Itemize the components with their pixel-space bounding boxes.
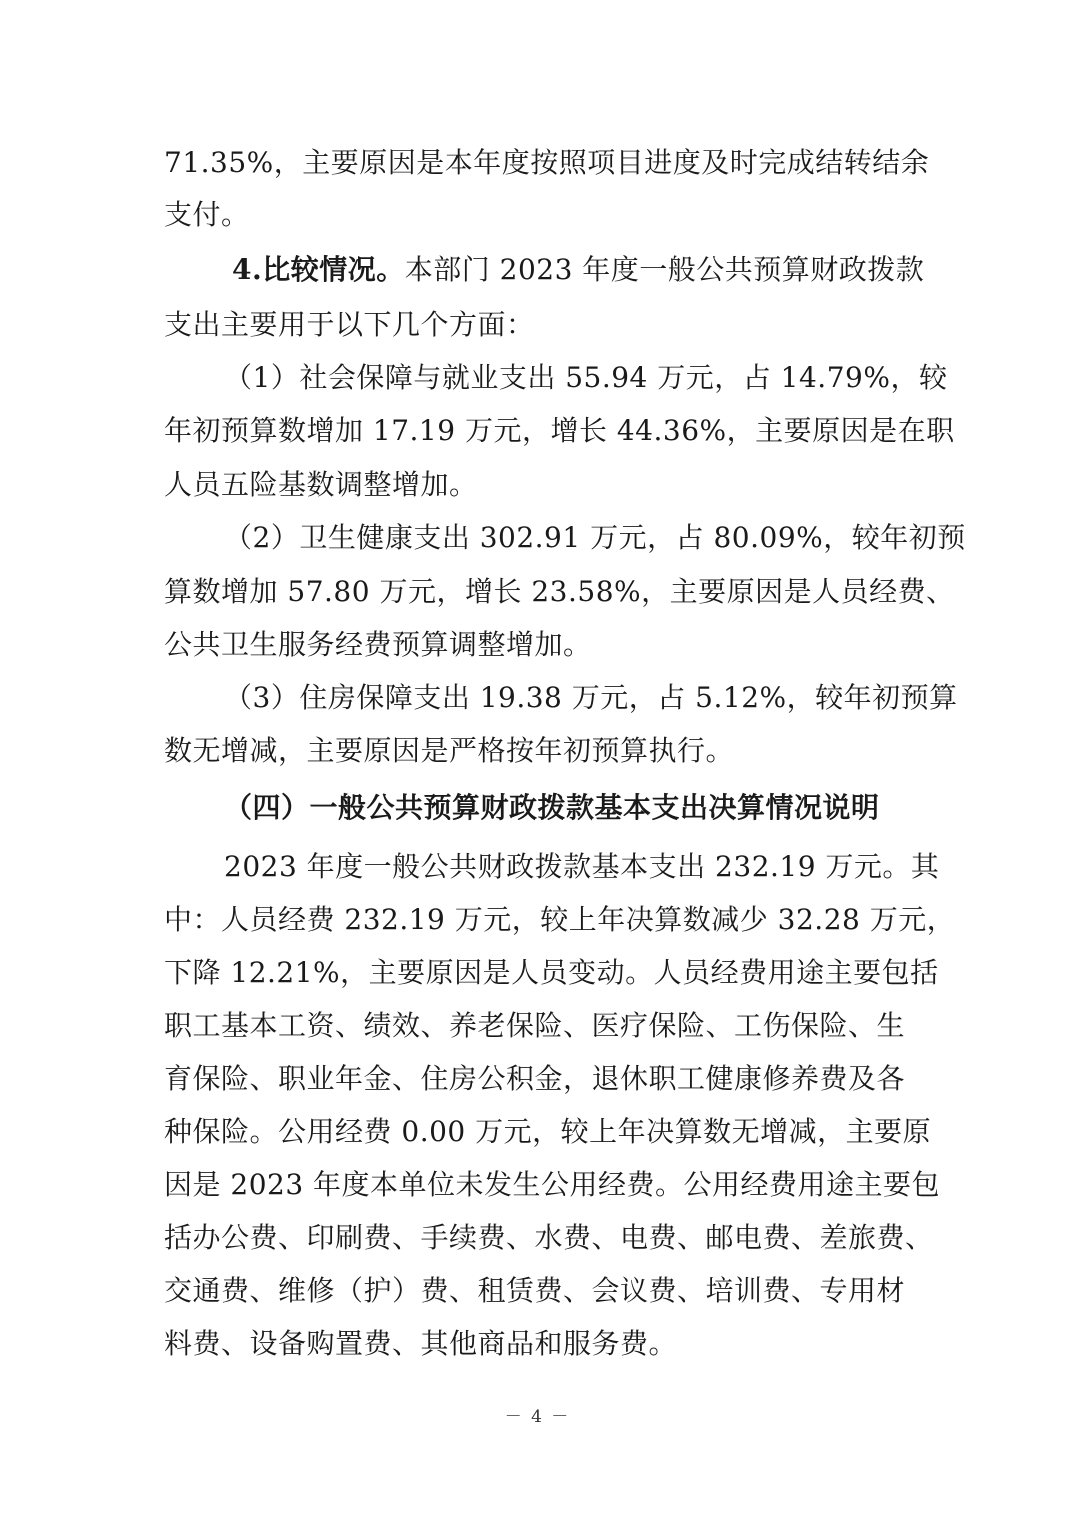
body-text-line: （1）社会保障与就业支出 55.94 万元，占 14.79%，较 <box>224 361 948 394</box>
section-heading: （四）一般公共预算财政拨款基本支出决算情况说明 <box>224 791 880 824</box>
body-text-line: （2）卫生健康支出 302.91 万元，占 80.09%，较年初预 <box>224 521 966 554</box>
body-text-line: （3）住房保障支出 19.38 万元，占 5.12%，较年初预算 <box>224 681 958 714</box>
body-text-line: 支出主要用于以下几个方面： <box>164 308 535 341</box>
body-text-line: 交通费、维修（护）费、租赁费、会议费、培训费、专用材 <box>164 1274 906 1307</box>
body-text-line: 人员五险基数调整增加。 <box>164 468 478 501</box>
body-text-line: 支付。 <box>164 198 250 231</box>
body-text-line: 中：人员经费 232.19 万元，较上年决算数减少 32.28 万元， <box>164 903 956 936</box>
body-text-line: 年初预算数增加 17.19 万元，增长 44.36%，主要原因是在职 <box>164 414 955 447</box>
body-text-line: 2023 年度一般公共财政拨款基本支出 232.19 万元。其 <box>224 850 940 883</box>
body-text-line: 公共卫生服务经费预算调整增加。 <box>164 628 592 661</box>
body-text: 本部门 2023 年度一般公共预算财政拨款 <box>404 253 925 286</box>
body-text-line: 算数增加 57.80 万元，增长 23.58%，主要原因是人员经费、 <box>164 575 955 608</box>
body-text-line: 数无增减，主要原因是严格按年初预算执行。 <box>164 734 735 767</box>
subsection-heading: 4.比较情况。 <box>232 253 405 286</box>
body-text-line: 料费、设备购置费、其他商品和服务费。 <box>164 1327 678 1360</box>
body-text-line: 育保险、职业年金、住房公积金，退休职工健康修养费及各 <box>164 1062 906 1095</box>
body-text-line: 71.35%，主要原因是本年度按照项目进度及时完成结转结余 <box>164 146 930 179</box>
body-text-line: 下降 12.21%，主要原因是人员变动。人员经费用途主要包括 <box>164 956 939 989</box>
body-text-line: 种保险。公用经费 0.00 万元，较上年决算数无增减，主要原 <box>164 1115 932 1148</box>
page-number: － 4 － <box>504 1407 571 1427</box>
body-text-line: 括办公费、印刷费、手续费、水费、电费、邮电费、差旅费、 <box>164 1221 934 1254</box>
section-paragraph-line <box>232 250 1075 290</box>
body-text-line: 因是 2023 年度本单位未发生公用经费。公用经费用途主要包 <box>164 1168 941 1201</box>
body-text-line: 职工基本工资、绩效、养老保险、医疗保险、工伤保险、生 <box>164 1009 906 1042</box>
